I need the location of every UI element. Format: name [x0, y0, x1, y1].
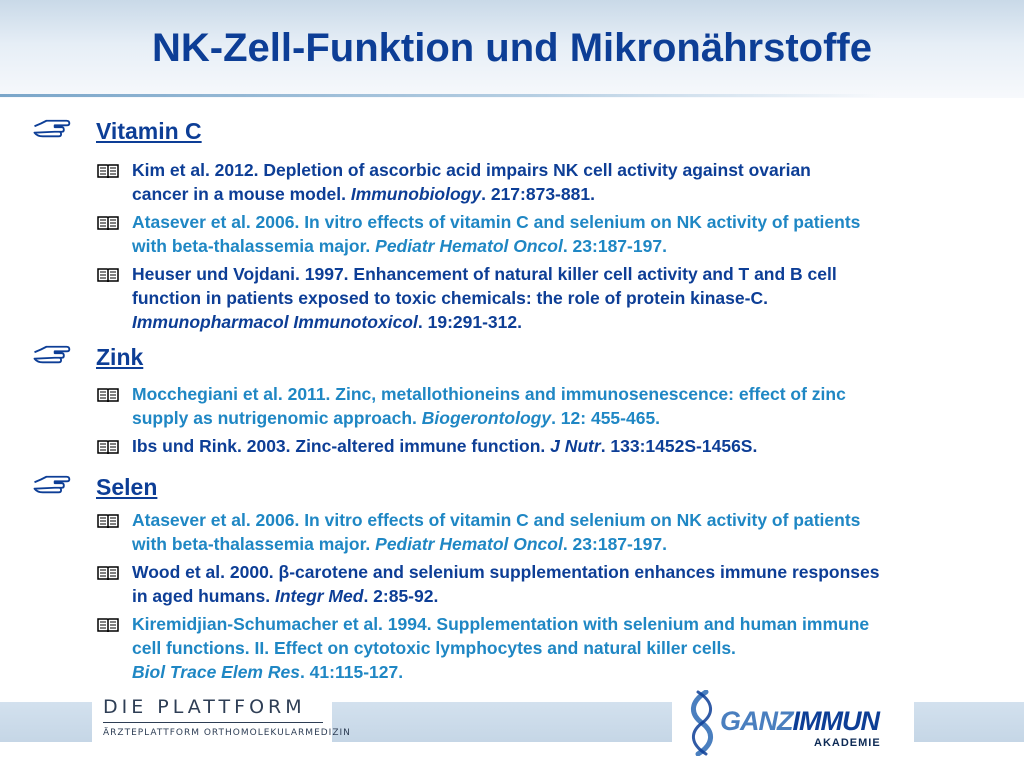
journal-name: J Nutr — [550, 436, 601, 456]
reference-line — [132, 636, 1002, 660]
reference-line — [132, 612, 1002, 636]
reference-line — [132, 234, 1002, 258]
reference-segment: . 23:187-197. — [562, 236, 667, 256]
reference-segment: . 2:85-92. — [363, 586, 439, 606]
reference-segment: Kiremidjian-Schumacher et al. 1994. Supplementation with selenium and human immune — [132, 614, 870, 634]
pointing-hand-icon — [30, 344, 72, 366]
reference-line — [132, 158, 1002, 182]
reference-line — [132, 382, 1002, 406]
logo-rule — [103, 722, 323, 723]
logo-wordmark: GANZIMMUN — [720, 706, 879, 736]
section-title: Vitamin C — [96, 118, 202, 144]
reference-line — [132, 310, 1002, 334]
journal-name: Biogerontology — [421, 408, 552, 428]
reference-segment: with beta-thalassemia major. — [132, 534, 376, 554]
open-book-icon — [97, 565, 119, 581]
reference-text — [132, 158, 1002, 206]
reference-segment: . 217:873-881. — [481, 184, 595, 204]
open-book-icon — [97, 439, 119, 455]
dna-helix-icon — [684, 690, 720, 756]
reference-text — [132, 262, 1002, 334]
reference-line — [132, 584, 1002, 608]
journal-name: Immunobiology — [350, 184, 482, 204]
reference-line — [132, 286, 1002, 310]
open-book-icon — [97, 267, 119, 283]
pointing-hand-icon — [30, 474, 72, 496]
journal-name: Biol Trace Elem Res — [132, 662, 300, 682]
journal-name: Pediatr Hematol Oncol — [375, 534, 563, 554]
reference-segment: in aged humans. — [132, 586, 275, 606]
reference-segment: Heuser und Vojdani. 1997. Enhancement of natural killer cell activity and T and B cell — [132, 264, 837, 284]
reference-segment: cell functions. II. Effect on cytotoxic lymphocytes and natural killer cells. — [132, 638, 736, 658]
journal-name: Immunopharmacol Immunotoxicol — [132, 312, 418, 332]
reference-segment: Ibs und Rink. 2003. Zinc-altered immune function. — [132, 436, 551, 456]
reference-segment: . 133:1452S-1456S. — [600, 436, 758, 456]
reference-line — [132, 434, 1002, 458]
reference-segment: cancer in a mouse model. — [132, 184, 351, 204]
page-title: NK-Zell-Funktion und Mikronährstoffe — [152, 26, 872, 70]
reference-segment: Kim et al. 2012. Depletion of ascorbic acid impairs NK cell activity against ovarian — [132, 160, 811, 180]
reference-line — [132, 532, 1002, 556]
die-plattform-logo — [103, 696, 351, 746]
open-book-icon — [97, 163, 119, 179]
journal-name: Integr Med — [274, 586, 364, 606]
ganzimmun-logo — [680, 688, 906, 758]
open-book-icon — [97, 617, 119, 633]
reference-segment: Atasever et al. 2006. In vitro effects of vitamin C and selenium on NK activity of patients — [132, 510, 861, 530]
open-book-icon — [97, 215, 119, 231]
reference-line — [132, 406, 1002, 430]
logo-subtitle: ÄRZTEPLATTFORM ORTHOMOLEKULARMEDIZIN — [103, 728, 351, 738]
reference-text — [132, 612, 1002, 684]
reference-segment: . 19:291-312. — [417, 312, 522, 332]
reference-segment: with beta-thalassemia major. — [132, 236, 376, 256]
logo-subtitle: AKADEMIE — [814, 737, 881, 749]
reference-line — [132, 560, 1002, 584]
reference-segment: Wood et al. 2000. β-carotene and selenium supplementation enhances immune responses — [132, 562, 880, 582]
reference-segment: Mocchegiani et al. 2011. Zinc, metallothioneins and immunosenescence: effect of zinc — [132, 384, 846, 404]
reference-text — [132, 434, 1002, 458]
reference-text — [132, 210, 1002, 258]
reference-text — [132, 560, 1002, 608]
reference-text — [132, 508, 1002, 556]
section-title: Zink — [96, 344, 144, 370]
pointing-hand-icon — [30, 118, 72, 140]
reference-segment: . 23:187-197. — [562, 534, 667, 554]
open-book-icon — [97, 387, 119, 403]
reference-segment: function in patients exposed to toxic chemicals: the role of protein kinase-C. — [132, 288, 768, 308]
logo-title: DIE PLATTFORM — [103, 696, 306, 718]
reference-line — [132, 660, 1002, 684]
open-book-icon — [97, 513, 119, 529]
reference-segment: supply as nutrigenomic approach. — [132, 408, 422, 428]
journal-name: Pediatr Hematol Oncol — [375, 236, 563, 256]
reference-segment: Atasever et al. 2006. In vitro effects of vitamin C and selenium on NK activity of patients — [132, 212, 861, 232]
section-title: Selen — [96, 474, 158, 500]
reference-segment: . 12: 455-465. — [551, 408, 661, 428]
reference-line — [132, 210, 1002, 234]
reference-line — [132, 508, 1002, 532]
reference-line — [132, 262, 1002, 286]
reference-text — [132, 382, 1002, 430]
reference-line — [132, 182, 1002, 206]
reference-segment: . 41:115-127. — [299, 662, 404, 682]
